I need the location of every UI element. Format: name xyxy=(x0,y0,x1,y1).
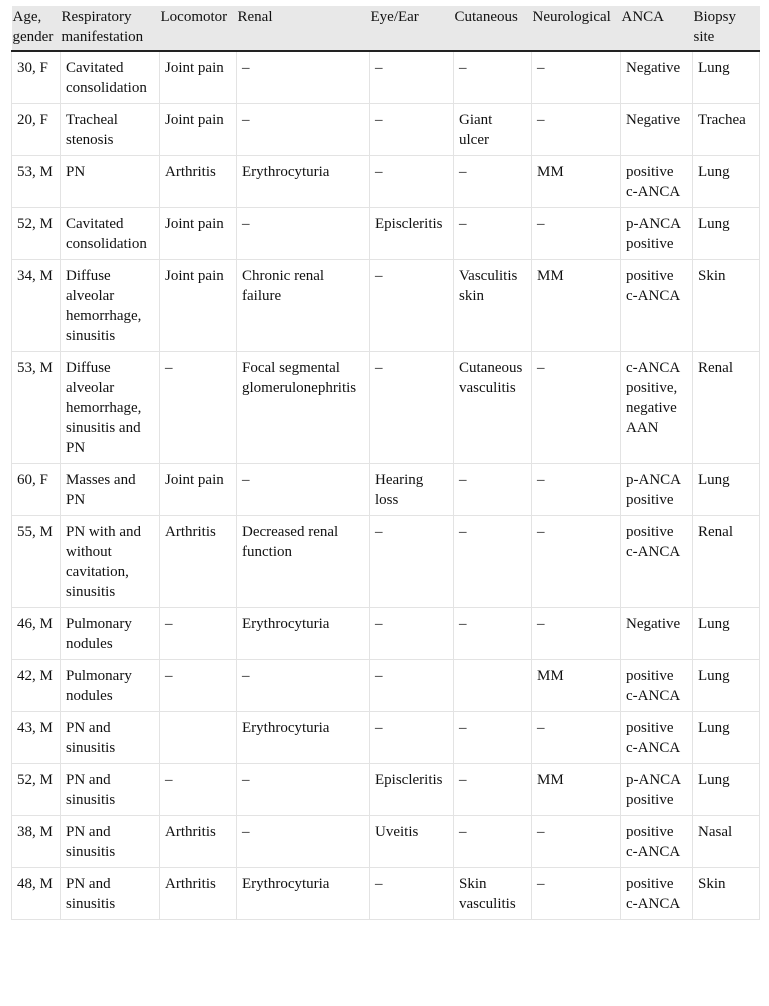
cell-cutaneous: Skin vasculitis xyxy=(454,868,532,920)
cell-biopsy-site: Renal xyxy=(693,352,760,464)
cell-neurological: – xyxy=(532,208,621,260)
cell-respiratory: Pulmonary nodules xyxy=(61,660,160,712)
cell-renal: Erythrocyturia xyxy=(237,608,370,660)
cell-anca: positive c-ANCA xyxy=(621,868,693,920)
cell-biopsy-site: Trachea xyxy=(693,104,760,156)
cell-eye-ear: – xyxy=(370,51,454,104)
cell-cutaneous: – xyxy=(454,712,532,764)
cell-anca: p-ANCA positive xyxy=(621,764,693,816)
cell-cutaneous: – xyxy=(454,208,532,260)
cell-biopsy-site: Lung xyxy=(693,156,760,208)
header-anca: ANCA xyxy=(621,6,693,51)
header-renal: Renal xyxy=(237,6,370,51)
cell-cutaneous: – xyxy=(454,464,532,516)
cell-biopsy-site: Skin xyxy=(693,868,760,920)
cell-neurological: – xyxy=(532,712,621,764)
table-row xyxy=(12,352,760,464)
cell-cutaneous: – xyxy=(454,816,532,868)
cell-renal: Focal segmental glomerulonephritis xyxy=(237,352,370,464)
cell-cutaneous: Giant ulcer xyxy=(454,104,532,156)
cell-locomotor: Arthritis xyxy=(160,156,237,208)
header-age-gender: Age, gender xyxy=(12,6,61,51)
cell-biopsy-site: Lung xyxy=(693,764,760,816)
cell-eye-ear: – xyxy=(370,712,454,764)
header-biopsy-site: Biopsy site xyxy=(693,6,760,51)
cell-respiratory: Masses and PN xyxy=(61,464,160,516)
cell-anca: c-ANCA positive, negative AAN xyxy=(621,352,693,464)
cell-eye-ear: – xyxy=(370,260,454,352)
cell-biopsy-site: Skin xyxy=(693,260,760,352)
cell-respiratory: Pulmonary nodules xyxy=(61,608,160,660)
cell-age-gender: 53, M xyxy=(12,352,61,464)
cell-cutaneous xyxy=(454,660,532,712)
cell-anca: positive c-ANCA xyxy=(621,660,693,712)
cell-neurological: – xyxy=(532,51,621,104)
table-row xyxy=(12,764,760,816)
clinical-manifestations-table xyxy=(11,6,760,920)
table-row xyxy=(12,104,760,156)
cell-age-gender: 30, F xyxy=(12,51,61,104)
cell-respiratory: PN and sinusitis xyxy=(61,764,160,816)
cell-age-gender: 48, M xyxy=(12,868,61,920)
cell-cutaneous: – xyxy=(454,608,532,660)
cell-renal: Erythrocyturia xyxy=(237,156,370,208)
cell-locomotor: Joint pain xyxy=(160,208,237,260)
cell-locomotor: Joint pain xyxy=(160,464,237,516)
cell-biopsy-site: Lung xyxy=(693,51,760,104)
cell-locomotor: Joint pain xyxy=(160,51,237,104)
cell-neurological: – xyxy=(532,104,621,156)
cell-biopsy-site: Lung xyxy=(693,660,760,712)
cell-neurological: – xyxy=(532,516,621,608)
cell-respiratory: PN and sinusitis xyxy=(61,816,160,868)
cell-locomotor: – xyxy=(160,764,237,816)
cell-eye-ear: Uveitis xyxy=(370,816,454,868)
table-row xyxy=(12,816,760,868)
cell-cutaneous: Vasculitis skin xyxy=(454,260,532,352)
cell-eye-ear: – xyxy=(370,516,454,608)
cell-neurological: MM xyxy=(532,156,621,208)
cell-locomotor: Arthritis xyxy=(160,516,237,608)
cell-locomotor: – xyxy=(160,352,237,464)
cell-renal: Erythrocyturia xyxy=(237,712,370,764)
cell-neurological: MM xyxy=(532,764,621,816)
table-row xyxy=(12,51,760,104)
cell-respiratory: PN and sinusitis xyxy=(61,712,160,764)
cell-neurological: – xyxy=(532,608,621,660)
table-row xyxy=(12,516,760,608)
header-neurological: Neurological xyxy=(532,6,621,51)
cell-age-gender: 60, F xyxy=(12,464,61,516)
cell-renal: – xyxy=(237,208,370,260)
cell-eye-ear: – xyxy=(370,104,454,156)
cell-eye-ear: Hearing loss xyxy=(370,464,454,516)
table-row xyxy=(12,156,760,208)
cell-cutaneous: – xyxy=(454,51,532,104)
cell-renal: Chronic renal failure xyxy=(237,260,370,352)
cell-biopsy-site: Renal xyxy=(693,516,760,608)
cell-neurological: – xyxy=(532,464,621,516)
cell-neurological: – xyxy=(532,868,621,920)
cell-age-gender: 38, M xyxy=(12,816,61,868)
table-body xyxy=(12,51,760,920)
table-row xyxy=(12,660,760,712)
cell-cutaneous: – xyxy=(454,764,532,816)
header-locomotor: Locomotor xyxy=(160,6,237,51)
cell-anca: positive c-ANCA xyxy=(621,156,693,208)
cell-renal: – xyxy=(237,764,370,816)
cell-respiratory: Tracheal stenosis xyxy=(61,104,160,156)
table-row xyxy=(12,868,760,920)
cell-anca: p-ANCA positive xyxy=(621,464,693,516)
cell-neurological: – xyxy=(532,816,621,868)
cell-eye-ear: Episcleritis xyxy=(370,208,454,260)
cell-eye-ear: Episcleritis xyxy=(370,764,454,816)
cell-neurological: MM xyxy=(532,260,621,352)
cell-anca: Negative xyxy=(621,104,693,156)
cell-locomotor: Joint pain xyxy=(160,260,237,352)
header-cutaneous: Cutaneous xyxy=(454,6,532,51)
cell-cutaneous: Cutaneous vasculitis xyxy=(454,352,532,464)
table-header xyxy=(12,6,760,51)
table-row xyxy=(12,208,760,260)
table-row xyxy=(12,712,760,764)
cell-eye-ear: – xyxy=(370,868,454,920)
cell-respiratory: PN with and without cavitation, sinusitis xyxy=(61,516,160,608)
cell-age-gender: 43, M xyxy=(12,712,61,764)
cell-biopsy-site: Nasal xyxy=(693,816,760,868)
cell-anca: Negative xyxy=(621,51,693,104)
cell-locomotor: Arthritis xyxy=(160,816,237,868)
cell-anca: positive c-ANCA xyxy=(621,260,693,352)
cell-anca: positive c-ANCA xyxy=(621,712,693,764)
cell-eye-ear: – xyxy=(370,608,454,660)
cell-eye-ear: – xyxy=(370,660,454,712)
cell-eye-ear: – xyxy=(370,156,454,208)
cell-renal: Erythrocyturia xyxy=(237,868,370,920)
cell-renal: – xyxy=(237,464,370,516)
cell-age-gender: 52, M xyxy=(12,208,61,260)
cell-anca: Negative xyxy=(621,608,693,660)
cell-locomotor: Arthritis xyxy=(160,868,237,920)
cell-age-gender: 42, M xyxy=(12,660,61,712)
table-row xyxy=(12,464,760,516)
cell-age-gender: 20, F xyxy=(12,104,61,156)
cell-cutaneous: – xyxy=(454,156,532,208)
cell-anca: positive c-ANCA xyxy=(621,816,693,868)
cell-locomotor xyxy=(160,712,237,764)
table-row xyxy=(12,260,760,352)
cell-biopsy-site: Lung xyxy=(693,208,760,260)
cell-biopsy-site: Lung xyxy=(693,712,760,764)
cell-age-gender: 52, M xyxy=(12,764,61,816)
cell-age-gender: 34, M xyxy=(12,260,61,352)
cell-respiratory: PN xyxy=(61,156,160,208)
cell-age-gender: 55, M xyxy=(12,516,61,608)
cell-locomotor: – xyxy=(160,660,237,712)
cell-anca: positive c-ANCA xyxy=(621,516,693,608)
cell-age-gender: 46, M xyxy=(12,608,61,660)
cell-renal: – xyxy=(237,660,370,712)
cell-biopsy-site: Lung xyxy=(693,608,760,660)
cell-respiratory: PN and sinusitis xyxy=(61,868,160,920)
cell-cutaneous: – xyxy=(454,516,532,608)
cell-locomotor: – xyxy=(160,608,237,660)
cell-respiratory: Cavitated consolidation xyxy=(61,208,160,260)
cell-neurological: – xyxy=(532,352,621,464)
cell-respiratory: Cavitated consolidation xyxy=(61,51,160,104)
cell-renal: – xyxy=(237,816,370,868)
cell-renal: – xyxy=(237,51,370,104)
cell-anca: p-ANCA positive xyxy=(621,208,693,260)
cell-age-gender: 53, M xyxy=(12,156,61,208)
cell-biopsy-site: Lung xyxy=(693,464,760,516)
cell-respiratory: Diffuse alveolar hemorrhage, sinusitis and PN xyxy=(61,352,160,464)
cell-locomotor: Joint pain xyxy=(160,104,237,156)
header-eye-ear: Eye/Ear xyxy=(370,6,454,51)
cell-respiratory: Diffuse alveolar hemorrhage, sinusitis xyxy=(61,260,160,352)
cell-eye-ear: – xyxy=(370,352,454,464)
header-row xyxy=(12,6,760,51)
table-row xyxy=(12,608,760,660)
cell-neurological: MM xyxy=(532,660,621,712)
cell-renal: Decreased renal function xyxy=(237,516,370,608)
cell-renal: – xyxy=(237,104,370,156)
header-respiratory: Respiratory manifestation xyxy=(61,6,160,51)
